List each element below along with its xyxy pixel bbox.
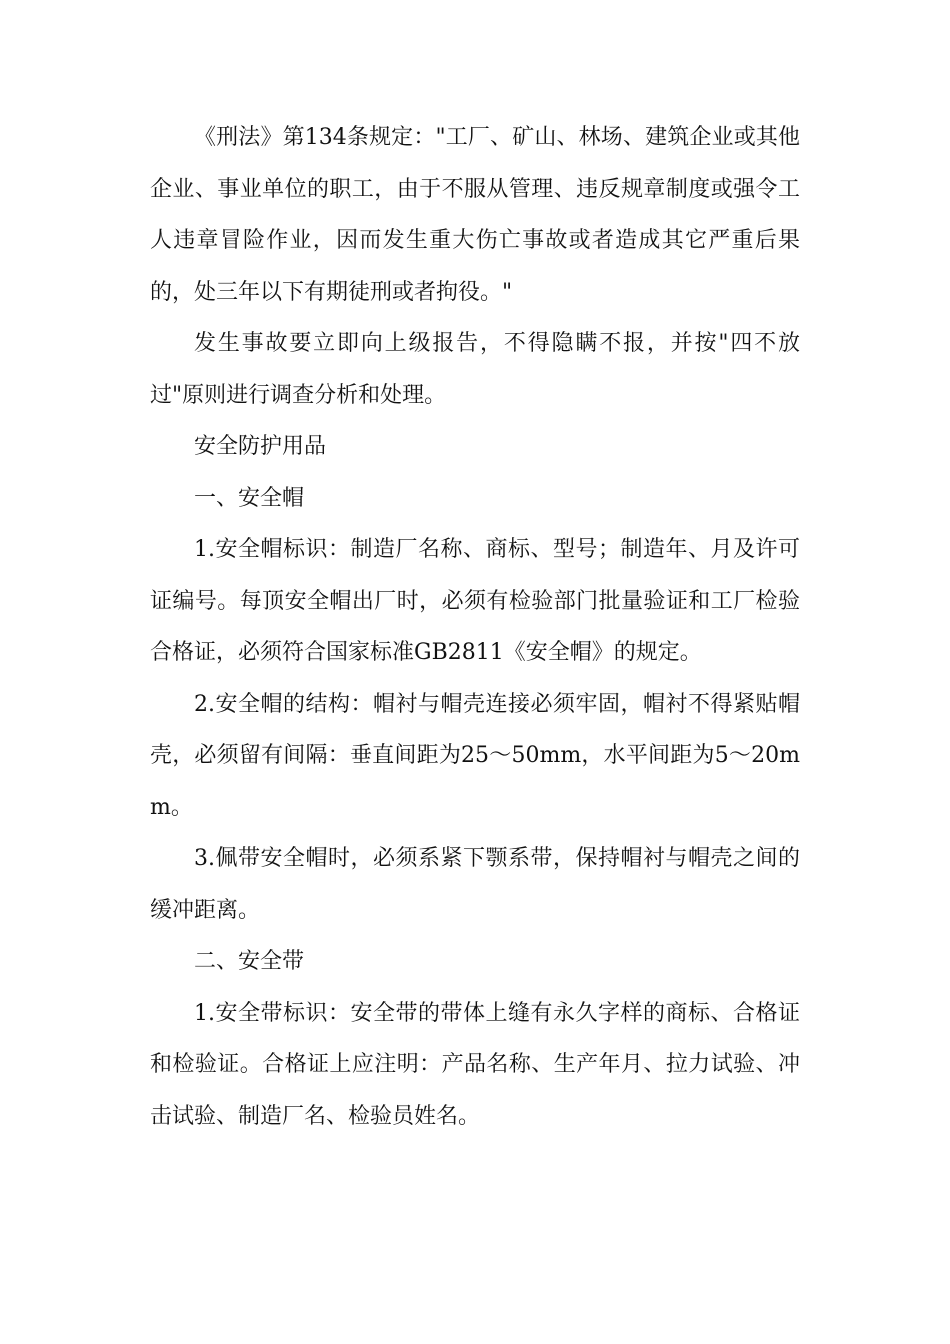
paragraph-helmet-structure: 2.安全帽的结构：帽衬与帽壳连接必须牢固，帽衬不得紧贴帽壳，必须留有间隔：垂直间距为25～50mm，水平间距为5～20mm。: [150, 691, 800, 820]
paragraph-criminal-law-article: 《刑法》第134条规定："工厂、矿山、林场、建筑企业或其他企业、事业单位的职工，由于不服从管理、违反规章制度或强令工人违章冒险作业，因而发生重大伤亡事故或者造成其它严重后果的，处三年以下有期徒刑或者拘役。": [150, 125, 800, 305]
document-body: [150, 112, 800, 1142]
subsection-title-safety-belt: 二、安全带: [194, 949, 305, 974]
paragraph-belt-marking: 1.安全带标识：安全带的带体上缝有永久字样的商标、合格证和检验证。合格证上应注明：产品名称、生产年月、拉力试验、冲击试验、制造厂名、检验员姓名。: [150, 1000, 800, 1129]
paragraph-helmet-wearing: 3.佩带安全帽时，必须系紧下颚系带，保持帽衬与帽壳之间的缓冲距离。: [150, 846, 800, 923]
section-title-protective-equipment: 安全防护用品: [194, 434, 327, 459]
paragraph-accident-report: 发生事故要立即向上级报告，不得隐瞒不报，并按"四不放过"原则进行调查分析和处理。: [150, 331, 800, 408]
paragraph-helmet-marking: 1.安全帽标识：制造厂名称、商标、型号；制造年、月及许可证编号。每顶安全帽出厂时，必须有检验部门批量验证和工厂检验合格证，必须符合国家标准GB2811《安全帽》的规定。: [150, 537, 800, 665]
subsection-title-safety-helmet: 一、安全帽: [194, 485, 305, 511]
